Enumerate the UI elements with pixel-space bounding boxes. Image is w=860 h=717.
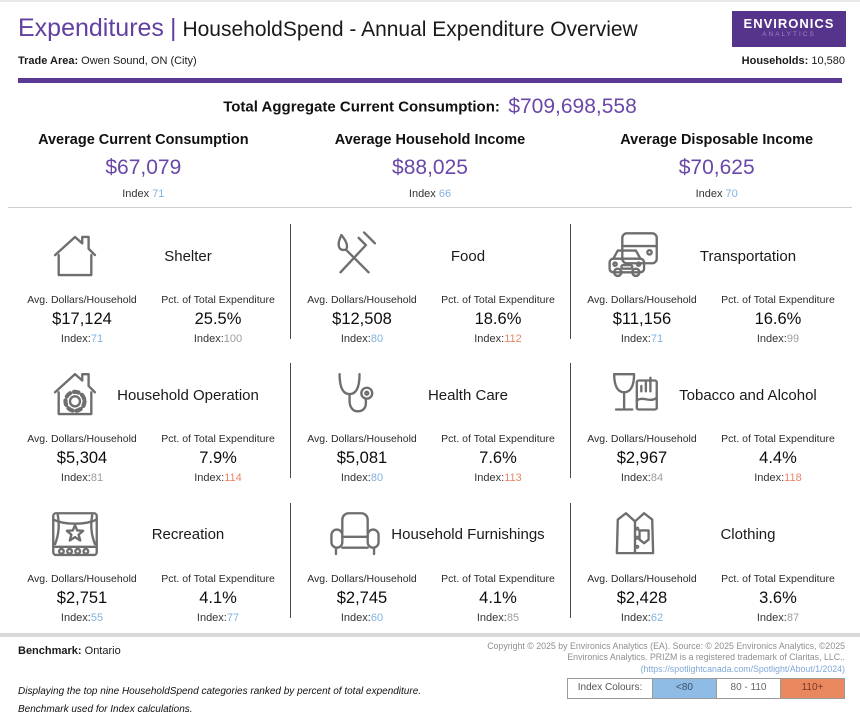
card-household-operation [10,353,290,492]
card-recreation [10,493,290,632]
pct-total-stat: Pct. of Total Expenditure 4.4% Index:118 [721,433,835,485]
stethoscope-icon [326,366,384,424]
card-tobacco-alcohol [570,353,850,492]
legend-label: Index Colours: [568,679,652,698]
theater-stage-icon [46,506,104,564]
avg-dollars-stat: Avg. Dollars/Household $5,304 Index:81 [27,433,137,485]
trade-area: Trade Area: Owen Sound, ON (City) [18,55,197,67]
avg-dollars-stat: Avg. Dollars/Household $2,428 Index:62 [587,572,697,624]
pct-total-stat: Pct. of Total Expenditure 4.1% Index:85 [441,572,555,624]
header-divider [18,78,842,83]
avg-dollars-stat: Avg. Dollars/Household $2,751 Index:55 [27,572,137,624]
spotlight-link[interactable]: (https://spotlightcanada.com/Spotlight/About/1/2024) [640,663,845,674]
card-title: Recreation [151,526,225,544]
total-aggregate: Total Aggregate Current Consumption: $709,698,558 [223,95,637,118]
armchair-icon [326,506,384,564]
avg-dollars-stat: Avg. Dollars/Household $2,745 Index:60 [307,572,417,624]
card-title: Clothing [720,526,776,544]
legend-low: <80 [652,679,716,698]
averages-row [0,132,860,200]
card-health-care [290,353,570,492]
pct-total-stat: Pct. of Total Expenditure 4.1% Index:77 [161,572,275,624]
card-title: Household Furnishings [391,526,545,544]
category-grid [10,214,850,632]
avg-dollars-stat: Avg. Dollars/Household $17,124 Index:71 [27,294,137,345]
house-gear-icon [46,366,104,424]
logo-subtext: ANALYTICS [762,31,816,38]
total-aggregate-value: $709,698,558 [508,95,637,118]
title-separator: | [169,14,177,42]
logo-text: ENVIRONICS [743,16,835,31]
card-food [290,214,570,353]
title-category: Expenditures [18,14,164,42]
pct-total-stat: Pct. of Total Expenditure 16.6% Index:99 [721,294,835,345]
index-colours-legend [567,678,845,699]
legend-high: 110+ [780,679,844,698]
card-title: Tobacco and Alcohol [679,386,817,404]
card-household-furnishings [290,493,570,632]
card-title: Transportation [699,247,797,265]
card-shelter [10,214,290,353]
card-title: Household Operation [117,386,259,404]
house-icon [46,227,104,285]
environics-logo [732,11,846,47]
card-title: Shelter [164,247,212,265]
meta-row [18,55,845,67]
wine-glass-icon [606,366,664,424]
pct-total-stat: Pct. of Total Expenditure 7.9% Index:114 [161,433,275,485]
avg-dollars-stat: Avg. Dollars/Household $11,156 Index:71 [587,294,697,345]
avg-dollars-stat: Avg. Dollars/Household $2,967 Index:84 [587,433,697,485]
pct-total-stat: Pct. of Total Expenditure 25.5% Index:100 [161,294,275,345]
pct-total-stat: Pct. of Total Expenditure 7.6% Index:113 [441,433,555,485]
households: Households: 10,580 [741,55,845,67]
benchmark: Benchmark: Ontario [18,645,121,657]
avg-dollars-stat: Avg. Dollars/Household $12,508 Index:80 [307,294,417,345]
bus-car-icon [606,227,664,285]
card-title: Food [450,247,486,265]
pct-total-stat: Pct. of Total Expenditure 3.6% Index:87 [721,572,835,624]
avg-disposable-income: Average Disposable Income $70,625 Index 70 [620,132,814,200]
shirt-icon [606,506,664,564]
card-transportation [570,214,850,353]
legend-mid: 80 - 110 [716,679,780,698]
avg-current-consumption: Average Current Consumption $67,079 Index 71 [38,132,249,200]
page-title [18,14,638,43]
title-report-name: HouseholdSpend - Annual Expenditure Overview [182,18,638,41]
footnotes: Displaying the top nine HouseholdSpend categories ranked by percent of total expenditure. Benchmark used for Index calculations. [18,686,422,715]
section-divider [8,207,852,208]
card-title: Health Care [427,386,508,404]
card-clothing [570,493,850,632]
copyright: Copyright © 2025 by Environics Analytics (EA). Source: © 2025 Environics Analytics, ©2025 Environics Analytics. PRIZM is a registered trademark of Claritas, LLC.. (https://spotlightcanada.com/Spotlight/About/1/2024) [487,641,845,674]
pct-total-stat: Pct. of Total Expenditure 18.6% Index:112 [441,294,555,345]
avg-household-income: Average Household Income $88,025 Index 66 [334,132,526,200]
avg-dollars-stat: Avg. Dollars/Household $5,081 Index:80 [307,433,417,485]
footer-divider [0,633,860,637]
utensils-icon [326,227,384,285]
